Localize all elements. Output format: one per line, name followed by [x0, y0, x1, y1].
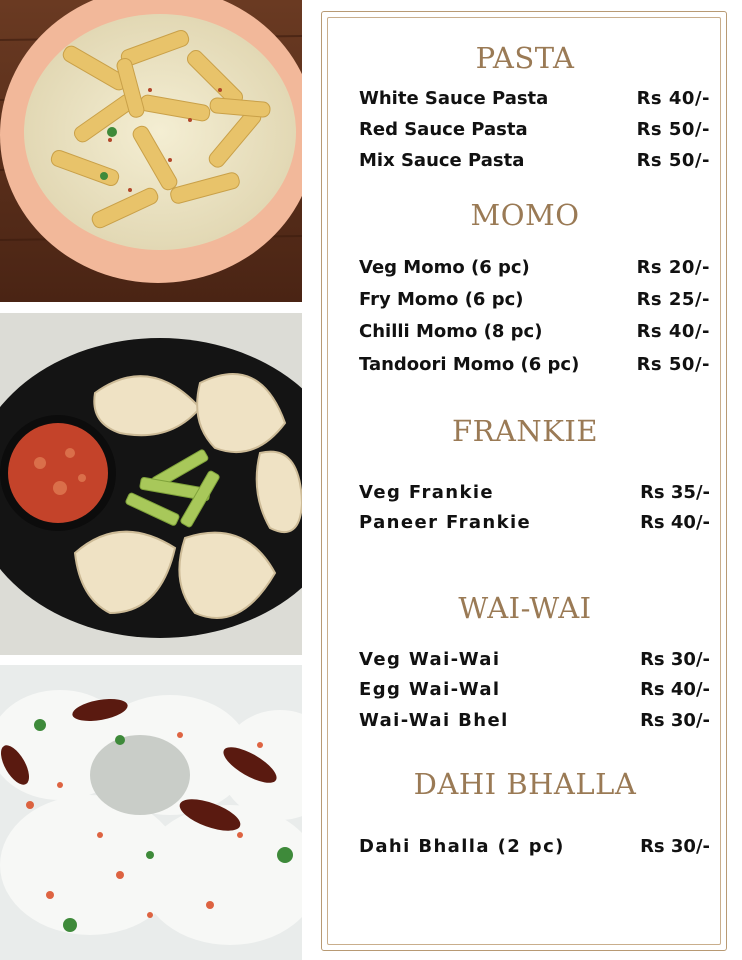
menu-item: [322, 509, 728, 537]
section-title-momo: MOMO: [470, 198, 580, 232]
item-price: Rs 20/-: [636, 257, 710, 278]
item-price: Rs 30/-: [640, 710, 710, 731]
item-name: Mix Sauce Pasta: [359, 150, 525, 171]
menu-item: [322, 116, 728, 144]
item-price: Rs 30/-: [640, 836, 710, 857]
menu-item: [322, 254, 728, 282]
pasta-photo: [0, 0, 302, 302]
item-name: Veg Momo (6 pc): [359, 257, 530, 278]
item-name: Chilli Momo (8 pc): [359, 321, 543, 342]
menu-item: [322, 85, 728, 113]
dahi-bhalla-photo: [0, 665, 302, 960]
item-name: Red Sauce Pasta: [359, 119, 528, 140]
item-name: Fry Momo (6 pc): [359, 289, 524, 310]
item-name: Dahi Bhalla (2 pc): [359, 836, 565, 857]
menu-item: [322, 147, 728, 175]
item-price: Rs 50/-: [636, 354, 710, 375]
item-price: Rs 35/-: [640, 482, 710, 503]
item-price: Rs 50/-: [636, 119, 710, 140]
item-price: Rs 40/-: [640, 512, 710, 533]
menu-item: [322, 833, 728, 861]
menu-item: [322, 707, 728, 735]
item-name: Veg Frankie: [359, 482, 495, 503]
item-name: Tandoori Momo (6 pc): [359, 354, 580, 375]
momo-photo: [0, 313, 302, 655]
menu-card: [321, 11, 727, 951]
section-title-pasta: PASTA: [475, 41, 575, 75]
section-title-dahi-bhalla: DAHI BHALLA: [413, 767, 637, 801]
menu-item: [322, 286, 728, 314]
item-name: Veg Wai-Wai: [359, 649, 501, 670]
item-price: Rs 30/-: [640, 649, 710, 670]
item-price: Rs 40/-: [636, 321, 710, 342]
item-price: Rs 40/-: [640, 679, 710, 700]
item-price: Rs 25/-: [636, 289, 710, 310]
item-price: Rs 40/-: [636, 88, 710, 109]
menu-item: [322, 646, 728, 674]
item-name: Egg Wai-Wal: [359, 679, 501, 700]
section-title-wai-wai: WAI-WAI: [458, 591, 592, 625]
item-price: Rs 50/-: [636, 150, 710, 171]
menu-item: [322, 479, 728, 507]
menu-item: [322, 318, 728, 346]
menu-item: [322, 676, 728, 704]
item-name: Paneer Frankie: [359, 512, 532, 533]
section-title-frankie: FRANKIE: [451, 414, 599, 448]
menu-item: [322, 351, 728, 379]
item-name: Wai-Wai Bhel: [359, 710, 509, 731]
item-name: White Sauce Pasta: [359, 88, 549, 109]
